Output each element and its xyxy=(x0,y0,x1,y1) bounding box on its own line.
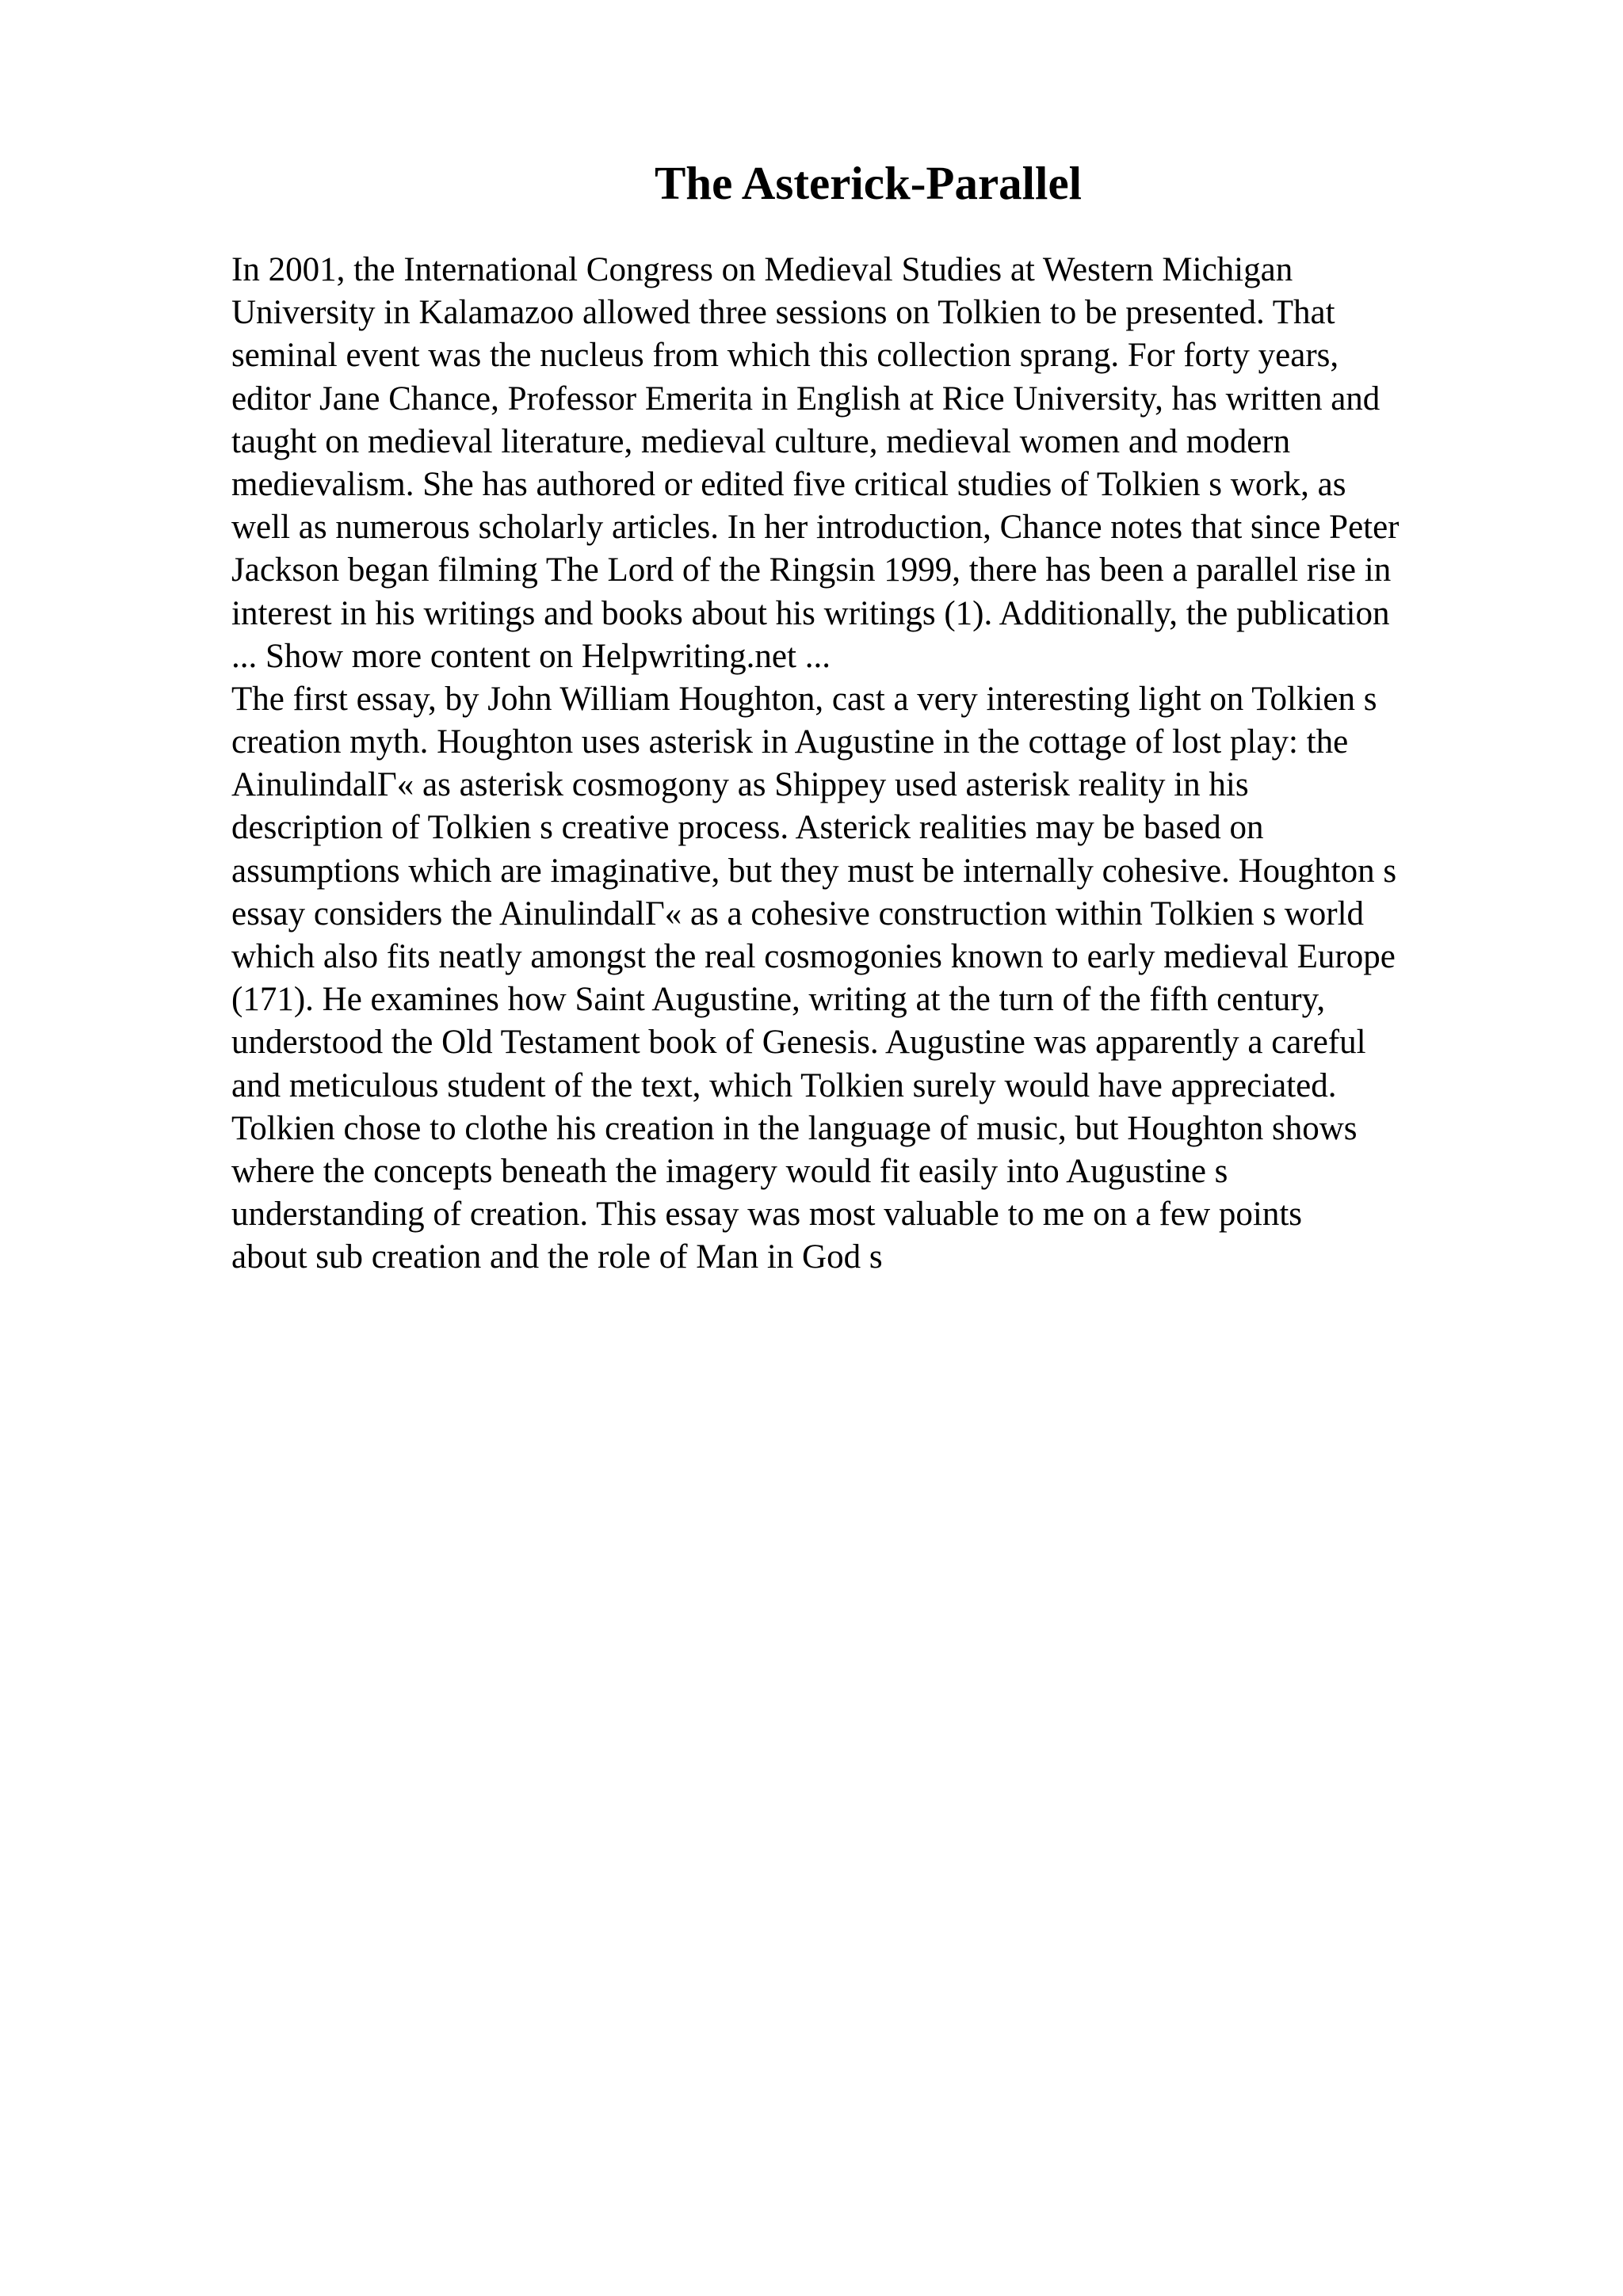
text-line: University in Kalamazoo allowed three sessions on Tolkien to be presented. That xyxy=(231,294,1335,332)
text-line: The first essay, by John William Houghton, cast a very interesting light on Tolkien s xyxy=(231,680,1377,718)
text-line: about sub creation and the role of Man in God s xyxy=(231,1238,883,1276)
text-line: and meticulous student of the text, which Tolkien surely would have appreciated. xyxy=(231,1066,1337,1104)
text-line: AinulindalΓ« as asterisk cosmogony as Shippey used asterisk reality in his xyxy=(231,766,1249,804)
text-line: where the concepts beneath the imagery would fit easily into Augustine s xyxy=(231,1152,1228,1190)
text-line: editor Jane Chance, Professor Emerita in English at Rice University, has written and xyxy=(231,379,1381,418)
text-line: essay considers the AinulindalΓ« as a cohesive construction within Tolkien s world xyxy=(231,894,1365,933)
text-line: which also fits neatly amongst the real cosmogonies known to early medieval Europe xyxy=(231,938,1396,975)
text-line: medievalism. She has authored or edited five critical studies of Tolkien s work, as xyxy=(231,465,1346,503)
text-line: Jackson began filming The Lord of the Ringsin 1999, there has been a parallel rise in xyxy=(231,551,1392,589)
text-line: interest in his writings and books about his writings (1). Additionally, the publication xyxy=(231,594,1390,632)
document-body xyxy=(231,249,1594,1280)
text-line: In 2001, the International Congress on Medieval Studies at Western Michigan xyxy=(231,251,1293,288)
document-title: The Asterick-Parallel xyxy=(654,157,1083,209)
text-line: creation myth. Houghton uses asterisk in Augustine in the cottage of lost play: the xyxy=(231,723,1349,761)
text-line: (171). He examines how Saint Augustine, writing at the turn of the fifth century, xyxy=(231,981,1326,1019)
text-line: well as numerous scholarly articles. In her introduction, Chance notes that since Peter xyxy=(231,509,1400,547)
show-more-line: ... Show more content on Helpwriting.net ... xyxy=(231,637,831,675)
text-line: assumptions which are imaginative, but they must be internally cohesive. Houghton s xyxy=(231,852,1397,890)
text-line: description of Tolkien s creative process. Asterick realities may be based on xyxy=(231,809,1264,847)
text-line: seminal event was the nucleus from which this collection sprang. For forty years, xyxy=(231,337,1339,375)
text-line: understanding of creation. This essay was most valuable to me on a few points xyxy=(231,1196,1303,1234)
text-line: taught on medieval literature, medieval culture, medieval women and modern xyxy=(231,422,1291,460)
text-line: Tolkien chose to clothe his creation in the language of music, but Houghton shows xyxy=(231,1109,1358,1147)
text-line: understood the Old Testament book of Genesis. Augustine was apparently a careful xyxy=(231,1024,1366,1062)
